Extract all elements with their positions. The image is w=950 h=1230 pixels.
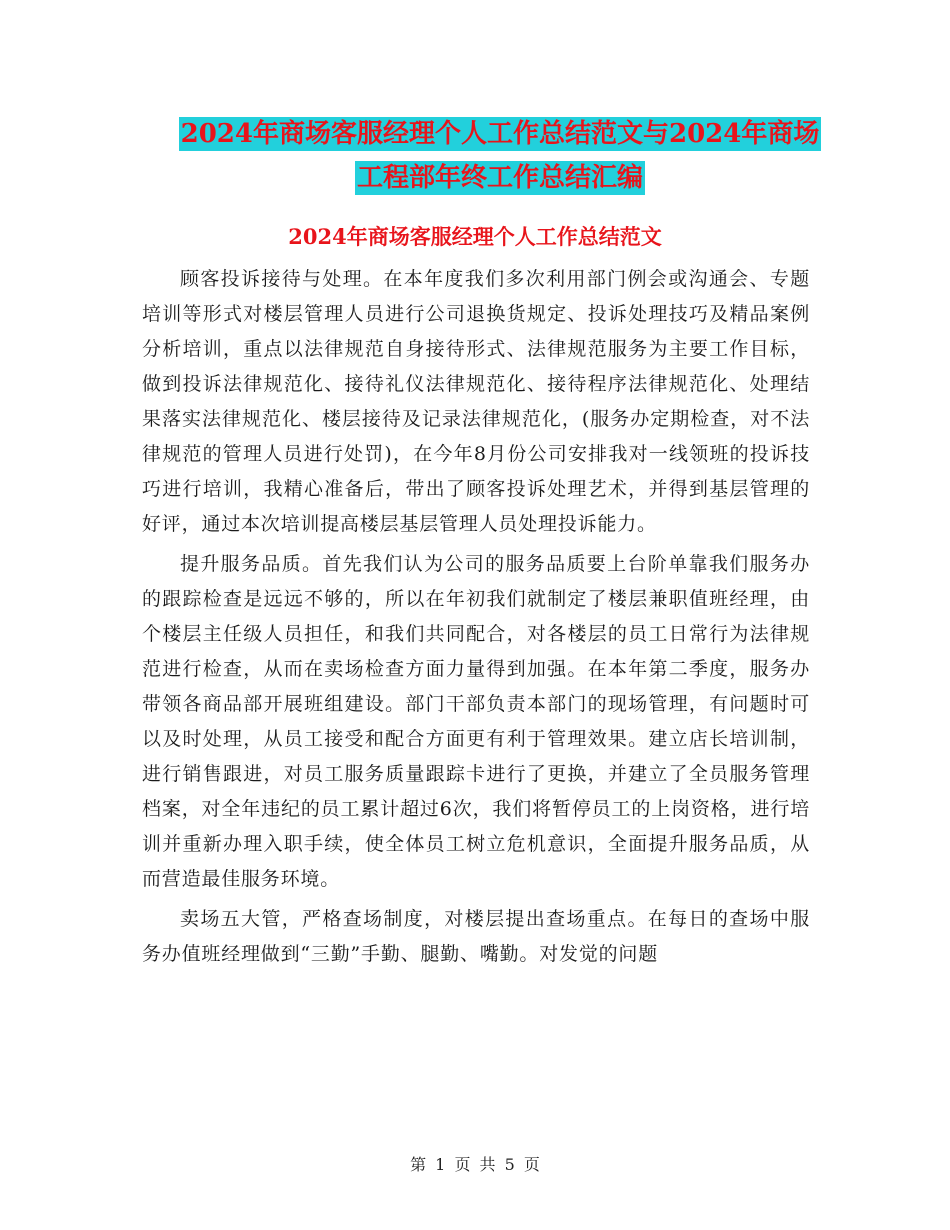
- document-title-line-1: 2024年商场客服经理个人工作总结范文与2024年商场: [180, 119, 820, 149]
- paragraph: 提升服务品质。首先我们认为公司的服务品质要上台阶单靠我们服务办的跟踪检查是远远不够的，所以在年初我们就制定了楼层兼职值班经理，由个楼层主任级人员担任，和我们共同配合，对各楼层的员工日常行为法律规范进行检查，从而在卖场检查方面力量得到加强。在本年第二季度，服务办带领各商品部开展班组建设。部门干部负责本部门的现场管理，有问题时可以及时处理，从员工接受和配合方面更有利于管理效果。建立店长培训制，进行销售跟进，对员工服务质量跟踪卡进行了更换，并建立了全员服务管理档案，对全年违纪的员工累计超过6次，我们将暂停员工的上岗资格，进行培训并重新办理入职手续，使全体员工树立危机意识，全面提升服务品质，从而营造最佳服务环境。: [142, 553, 810, 890]
- section-title: 2024年商场客服经理个人工作总结范文: [288, 224, 662, 249]
- document-title: [130, 112, 870, 200]
- document-title-line-2: 工程部年终工作总结汇编: [356, 163, 643, 193]
- paragraph: 卖场五大管，严格查场制度，对楼层提出查场重点。在每日的查场中服务办值班经理做到“三勤”手勤、腿勤、嘴勤。对发觉的问题: [142, 908, 810, 965]
- paragraph: 顾客投诉接待与处理。在本年度我们多次利用部门例会或沟通会、专题培训等形式对楼层管理人员进行公司退换货规定、投诉处理技巧及精品案例分析培训，重点以法律规范自身接待形式、法律规范服务为主要工作目标，做到投诉法律规范化、接待礼仪法律规范化、接待程序法律规范化、处理结果落实法律规范化、楼层接待及记录法律规范化，(服务办定期检查，对不法律规范的管理人员进行处罚)，在今年8月份公司安排我对一线领班的投诉技巧进行培训，我精心准备后，带出了顾客投诉处理艺术，并得到基层管理的好评，通过本次培训提高楼层基层管理人员处理投诉能力。: [142, 268, 810, 535]
- page-number-footer: 第 1 页 共 5 页: [410, 1155, 540, 1174]
- document-body: [142, 262, 810, 977]
